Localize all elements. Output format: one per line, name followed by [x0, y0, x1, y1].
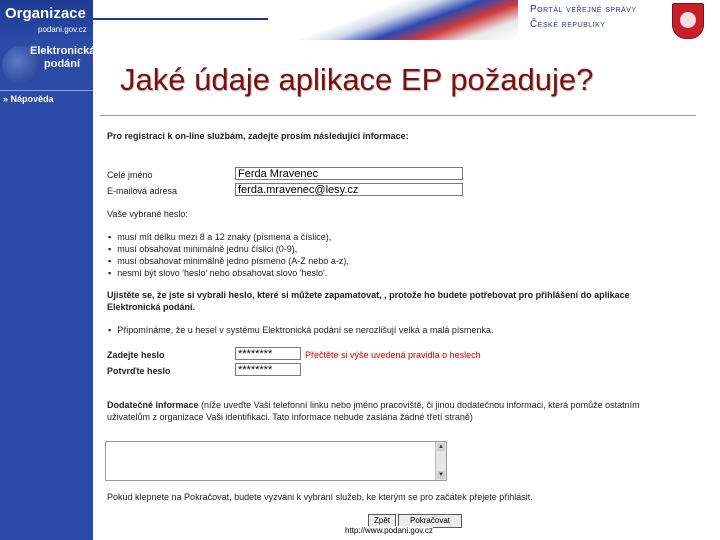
header-bar	[0, 0, 720, 42]
footer-url[interactable]: http://www.podani.gov.cz	[345, 526, 433, 535]
sidebar-divider	[0, 90, 93, 91]
scroll-down-icon[interactable]: ▼	[438, 472, 444, 478]
site-logo[interactable]	[0, 0, 93, 40]
textarea-scrollbar[interactable]	[435, 442, 446, 480]
sidebar-app-name-line2: podání	[44, 58, 81, 70]
password-rule: ▪ musí obsahovat minimálně jednu číslici (0-9),	[108, 244, 297, 254]
extra-info-heading: Dodatečné informace	[107, 400, 199, 410]
logo-subtitle: podani.gov.cz	[38, 25, 87, 34]
password-rule: ▪ nesmí být slovo 'heslo' nebo obsahovat slovo 'heslo'.	[108, 268, 327, 278]
remember-note-line1: Ujistěte se, že jste si vybrali heslo, které si můžete zapamatovat, , protože ho budete potřebovat pro přihlášení do aplikace	[107, 290, 630, 300]
scroll-up-icon[interactable]: ▲	[438, 444, 444, 450]
password-rule: ▪ musí obsahovat minimálně jedno písmeno (A-Z nebo a-z),	[108, 256, 349, 266]
case-note: ▪ Připomínáme, že u hesel v systému Elektronická podání se nerozlišují velká a malá písmenka.	[108, 325, 493, 335]
name-field[interactable]: Ferda Mravenec	[235, 167, 463, 180]
coat-of-arms-icon	[672, 3, 704, 39]
extra-info-line2: uživatelům z organizace Vaši identifikaci. Tato informace nebude zaslána žádné třetí straně)	[107, 412, 473, 422]
name-label: Celé jméno	[107, 170, 153, 180]
header-divider	[93, 18, 268, 20]
password-hint-link[interactable]: Přečtěte si výše uvedená pravidla o heslech	[305, 350, 481, 360]
remember-note-line2: Elektronická podání.	[107, 302, 196, 312]
password-field[interactable]: ********	[235, 347, 301, 360]
sidebar	[0, 40, 96, 540]
portal-title-line1: Portál veřejné správy	[530, 4, 637, 15]
form-intro: Pro registraci k on-line službám, zadejte prosím následující informace:	[107, 131, 409, 141]
extra-info-textarea[interactable]	[105, 441, 447, 481]
page-title: Jaké údaje aplikace EP požaduje?	[120, 62, 594, 97]
title-divider	[100, 115, 696, 116]
flag-banner	[268, 0, 518, 40]
password-rule: ▪ musí mít délku mezi 8 a 12 znaky (písmena a číslice),	[108, 232, 331, 242]
portal-title-line2: České republiky	[530, 19, 606, 30]
email-field[interactable]: ferda.mravenec@lesy.cz	[235, 183, 463, 196]
password-rules-intro: Vaše vybrané heslo:	[107, 209, 188, 219]
sidebar-app-name	[30, 45, 95, 71]
portal-title	[530, 2, 637, 32]
confirm-password-label: Potvrďte heslo	[107, 366, 171, 376]
sidebar-item-help[interactable]: » Nápověda	[3, 94, 54, 104]
continue-note: Pokud klepnete na Pokračovat, budete vyzváni k vybrání služeb, ke kterým se pro začátek přejete přihlásit.	[107, 492, 533, 502]
email-label: E-mailová adresa	[107, 186, 178, 196]
extra-info-text: (níže uveďte Vaši telefonní linku nebo jméno pracoviště, či jinou dodatečnou informaci, která pomůže ostatním	[201, 400, 640, 410]
sidebar-app-name-line1: Elektronická	[30, 45, 96, 57]
extra-info-line1	[107, 400, 640, 410]
password-label: Zadejte heslo	[107, 350, 165, 360]
confirm-password-field[interactable]: ********	[235, 363, 301, 376]
logo-title: Organizace	[5, 5, 86, 22]
back-button[interactable]: Zpět	[368, 514, 396, 528]
continue-button[interactable]: Pokračovat	[398, 514, 462, 528]
